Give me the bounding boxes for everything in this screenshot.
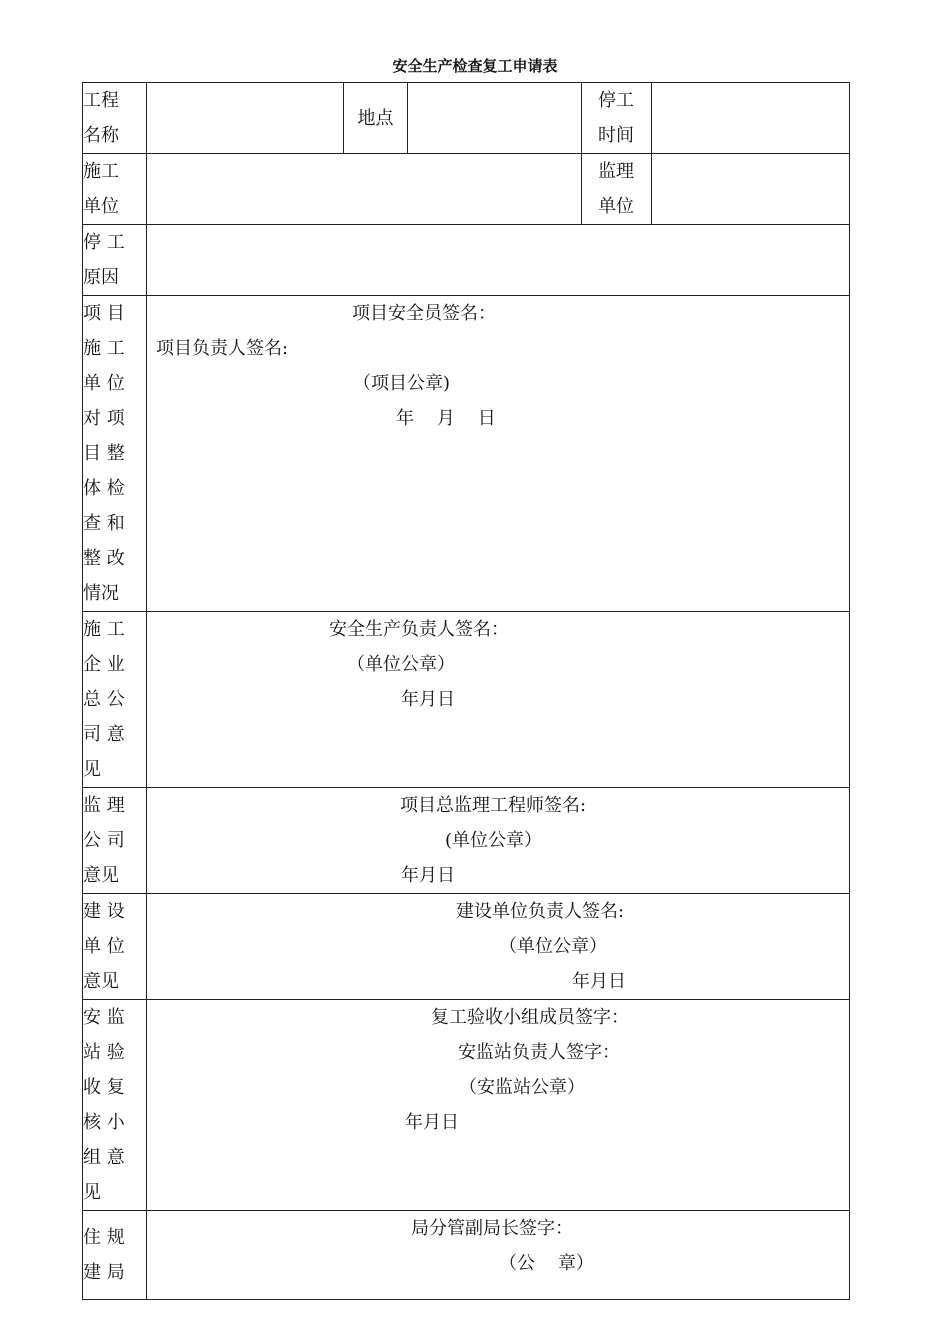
contractor-field[interactable] [147,154,582,225]
project-manager-sign: 项目负责人签名: [156,338,289,359]
supervision-seal: (单位公章） [445,830,543,851]
project-inspection-label: 项 目 施 工 单 位 对 项 目 整 体 检 查 和 整 改 情况 [83,296,147,612]
company-safety-sign: 安全生产负责人签名： [329,619,509,640]
station-review-label: 安 监 站 验 收 复 核 小 组 意 见 [83,1000,147,1211]
resumption-form-table [82,82,850,1300]
station-date: 年月日 [405,1112,459,1133]
company-seal: （单位公章） [347,654,455,675]
project-name-label: 工程 名称 [83,83,147,154]
project-inspection-content[interactable] [147,296,850,612]
stop-reason-field[interactable] [147,225,850,296]
deputy-director-sign: 局分管副局长签字： [411,1218,573,1239]
contractor-label: 施工 单位 [83,154,147,225]
station-review-content[interactable] [147,1000,850,1211]
company-opinion-label: 施 工 企 业 总 公 司 意 见 [83,612,147,788]
project-date: 年 月 日 [396,408,496,429]
bureau-label: 住 规 建 局 [83,1211,147,1300]
supervision-opinion-label: 监 理 公 司 意见 [83,788,147,894]
owner-opinion-content[interactable] [147,894,850,1000]
members-sign: 复工验收小组成员签字： [431,1007,629,1028]
station-head-sign: 安监站负责人签字： [458,1042,620,1063]
stop-time-label: 停工 时间 [582,83,652,154]
project-seal: （项目公章) [353,373,451,394]
stop-reason-label: 停 工 原因 [83,225,147,296]
supervision-opinion-content[interactable] [147,788,850,894]
supervisor-label: 监理 单位 [582,154,652,225]
owner-sign: 建设单位负责人签名: [456,901,625,922]
supervision-date: 年月日 [401,865,455,886]
supervisor-field[interactable] [652,154,850,225]
owner-opinion-label: 建 设 单 位 意见 [83,894,147,1000]
location-field[interactable] [408,83,582,154]
location-label: 地点 [344,83,408,154]
bureau-seal: （公 章） [499,1253,594,1274]
station-seal: （安监站公章） [459,1077,585,1098]
bureau-content[interactable] [147,1211,850,1300]
chief-supervisor-sign: 项目总监理工程师签名: [400,795,587,816]
owner-date: 年月日 [572,971,626,992]
form-title: 安全生产检查复工申请表 [392,57,558,75]
safety-officer-sign: 项目安全员签名： [352,303,496,324]
owner-seal: （单位公章） [499,936,607,957]
project-name-field[interactable] [147,83,344,154]
company-date: 年月日 [401,689,455,710]
stop-time-field[interactable] [652,83,850,154]
company-opinion-content[interactable] [147,612,850,788]
